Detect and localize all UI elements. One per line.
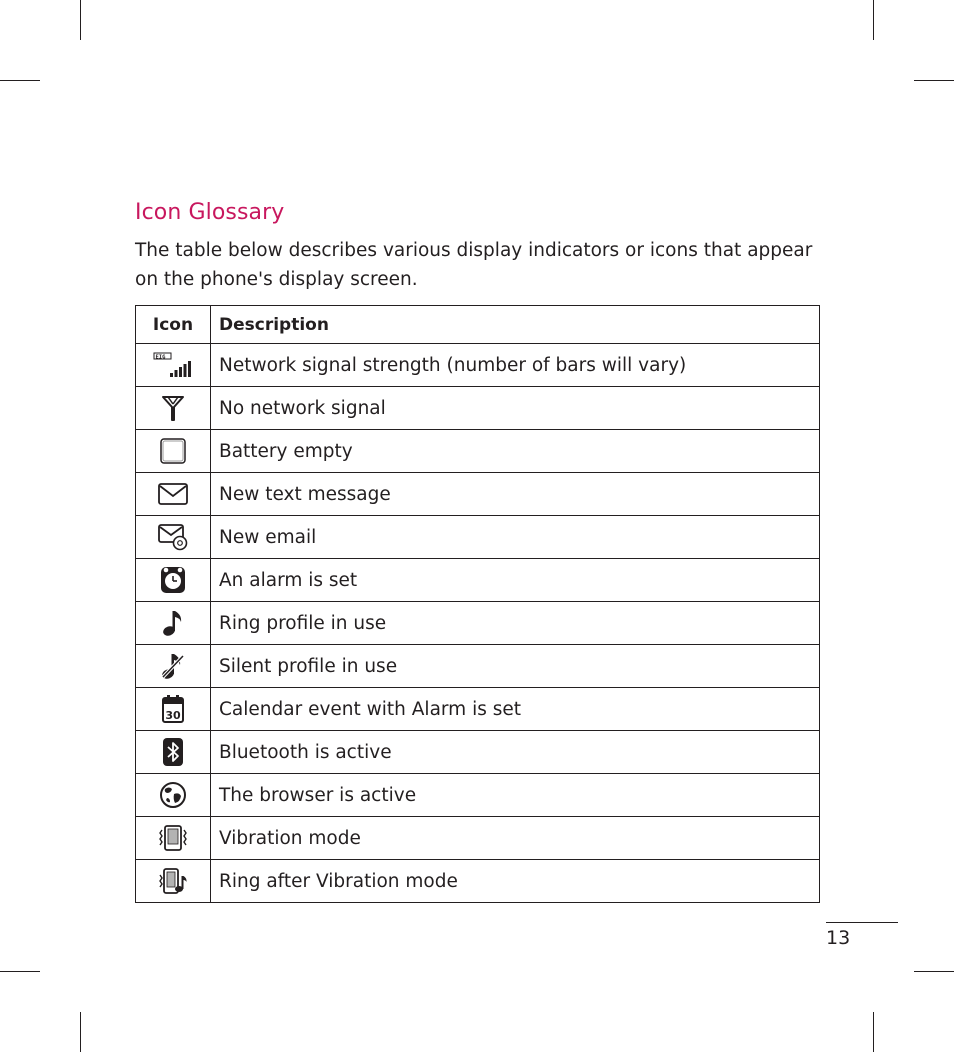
row-description: Battery empty	[211, 430, 820, 473]
table-row	[136, 559, 820, 602]
calendar-icon	[160, 694, 186, 724]
crop-mark	[80, 0, 81, 40]
globe-icon	[159, 781, 187, 809]
row-description: Bluetooth is active	[211, 731, 820, 774]
header-description: Description	[211, 306, 820, 344]
crop-mark	[80, 1012, 81, 1052]
row-description: Ring after Vibration mode	[211, 860, 820, 903]
table-row	[136, 602, 820, 645]
crop-mark	[0, 971, 40, 972]
table-row	[136, 817, 820, 860]
page-title: Icon Glossary	[135, 200, 285, 225]
table-row	[136, 344, 820, 387]
alarm-clock-icon	[160, 566, 186, 594]
row-description: No network signal	[211, 387, 820, 430]
crop-mark	[873, 1012, 874, 1052]
envelope-icon	[158, 483, 188, 505]
icon-glossary-table	[135, 305, 820, 903]
row-description: Network signal strength (number of bars will vary)	[211, 344, 820, 387]
table-header-row	[136, 306, 820, 344]
table-row	[136, 774, 820, 817]
table-row	[136, 387, 820, 430]
table-row	[136, 860, 820, 903]
table-row	[136, 688, 820, 731]
no-network-signal-icon	[161, 395, 185, 421]
email-icon	[158, 523, 188, 551]
svg-text:EIG: EIG	[155, 354, 166, 361]
crop-mark	[914, 971, 954, 972]
table-row	[136, 731, 820, 774]
row-description: The browser is active	[211, 774, 820, 817]
row-description: Calendar event with Alarm is set	[211, 688, 820, 731]
row-description: Vibration mode	[211, 817, 820, 860]
row-description: New text message	[211, 473, 820, 516]
muted-note-icon	[160, 652, 186, 680]
page-number: 13	[826, 927, 851, 949]
svg-text:30: 30	[165, 709, 181, 722]
row-description: Ring profile in use	[211, 602, 820, 645]
ring-after-vibration-icon	[158, 867, 188, 895]
crop-mark	[873, 0, 874, 40]
row-description: An alarm is set	[211, 559, 820, 602]
table-row	[136, 430, 820, 473]
music-note-icon	[162, 609, 184, 637]
vibration-icon	[157, 824, 189, 852]
intro-paragraph: The table below describes various display indicators or icons that appear on the phone's display screen.	[135, 240, 813, 290]
crop-mark	[914, 80, 954, 81]
row-description: Silent profile in use	[211, 645, 820, 688]
battery-empty-icon	[159, 438, 187, 464]
bluetooth-icon	[161, 737, 185, 767]
table-row	[136, 473, 820, 516]
table-row	[136, 516, 820, 559]
table-row	[136, 645, 820, 688]
network-signal-icon	[153, 352, 193, 378]
crop-mark	[0, 80, 40, 81]
header-icon: Icon	[136, 306, 211, 344]
row-description: New email	[211, 516, 820, 559]
page-number-rule	[826, 922, 898, 923]
